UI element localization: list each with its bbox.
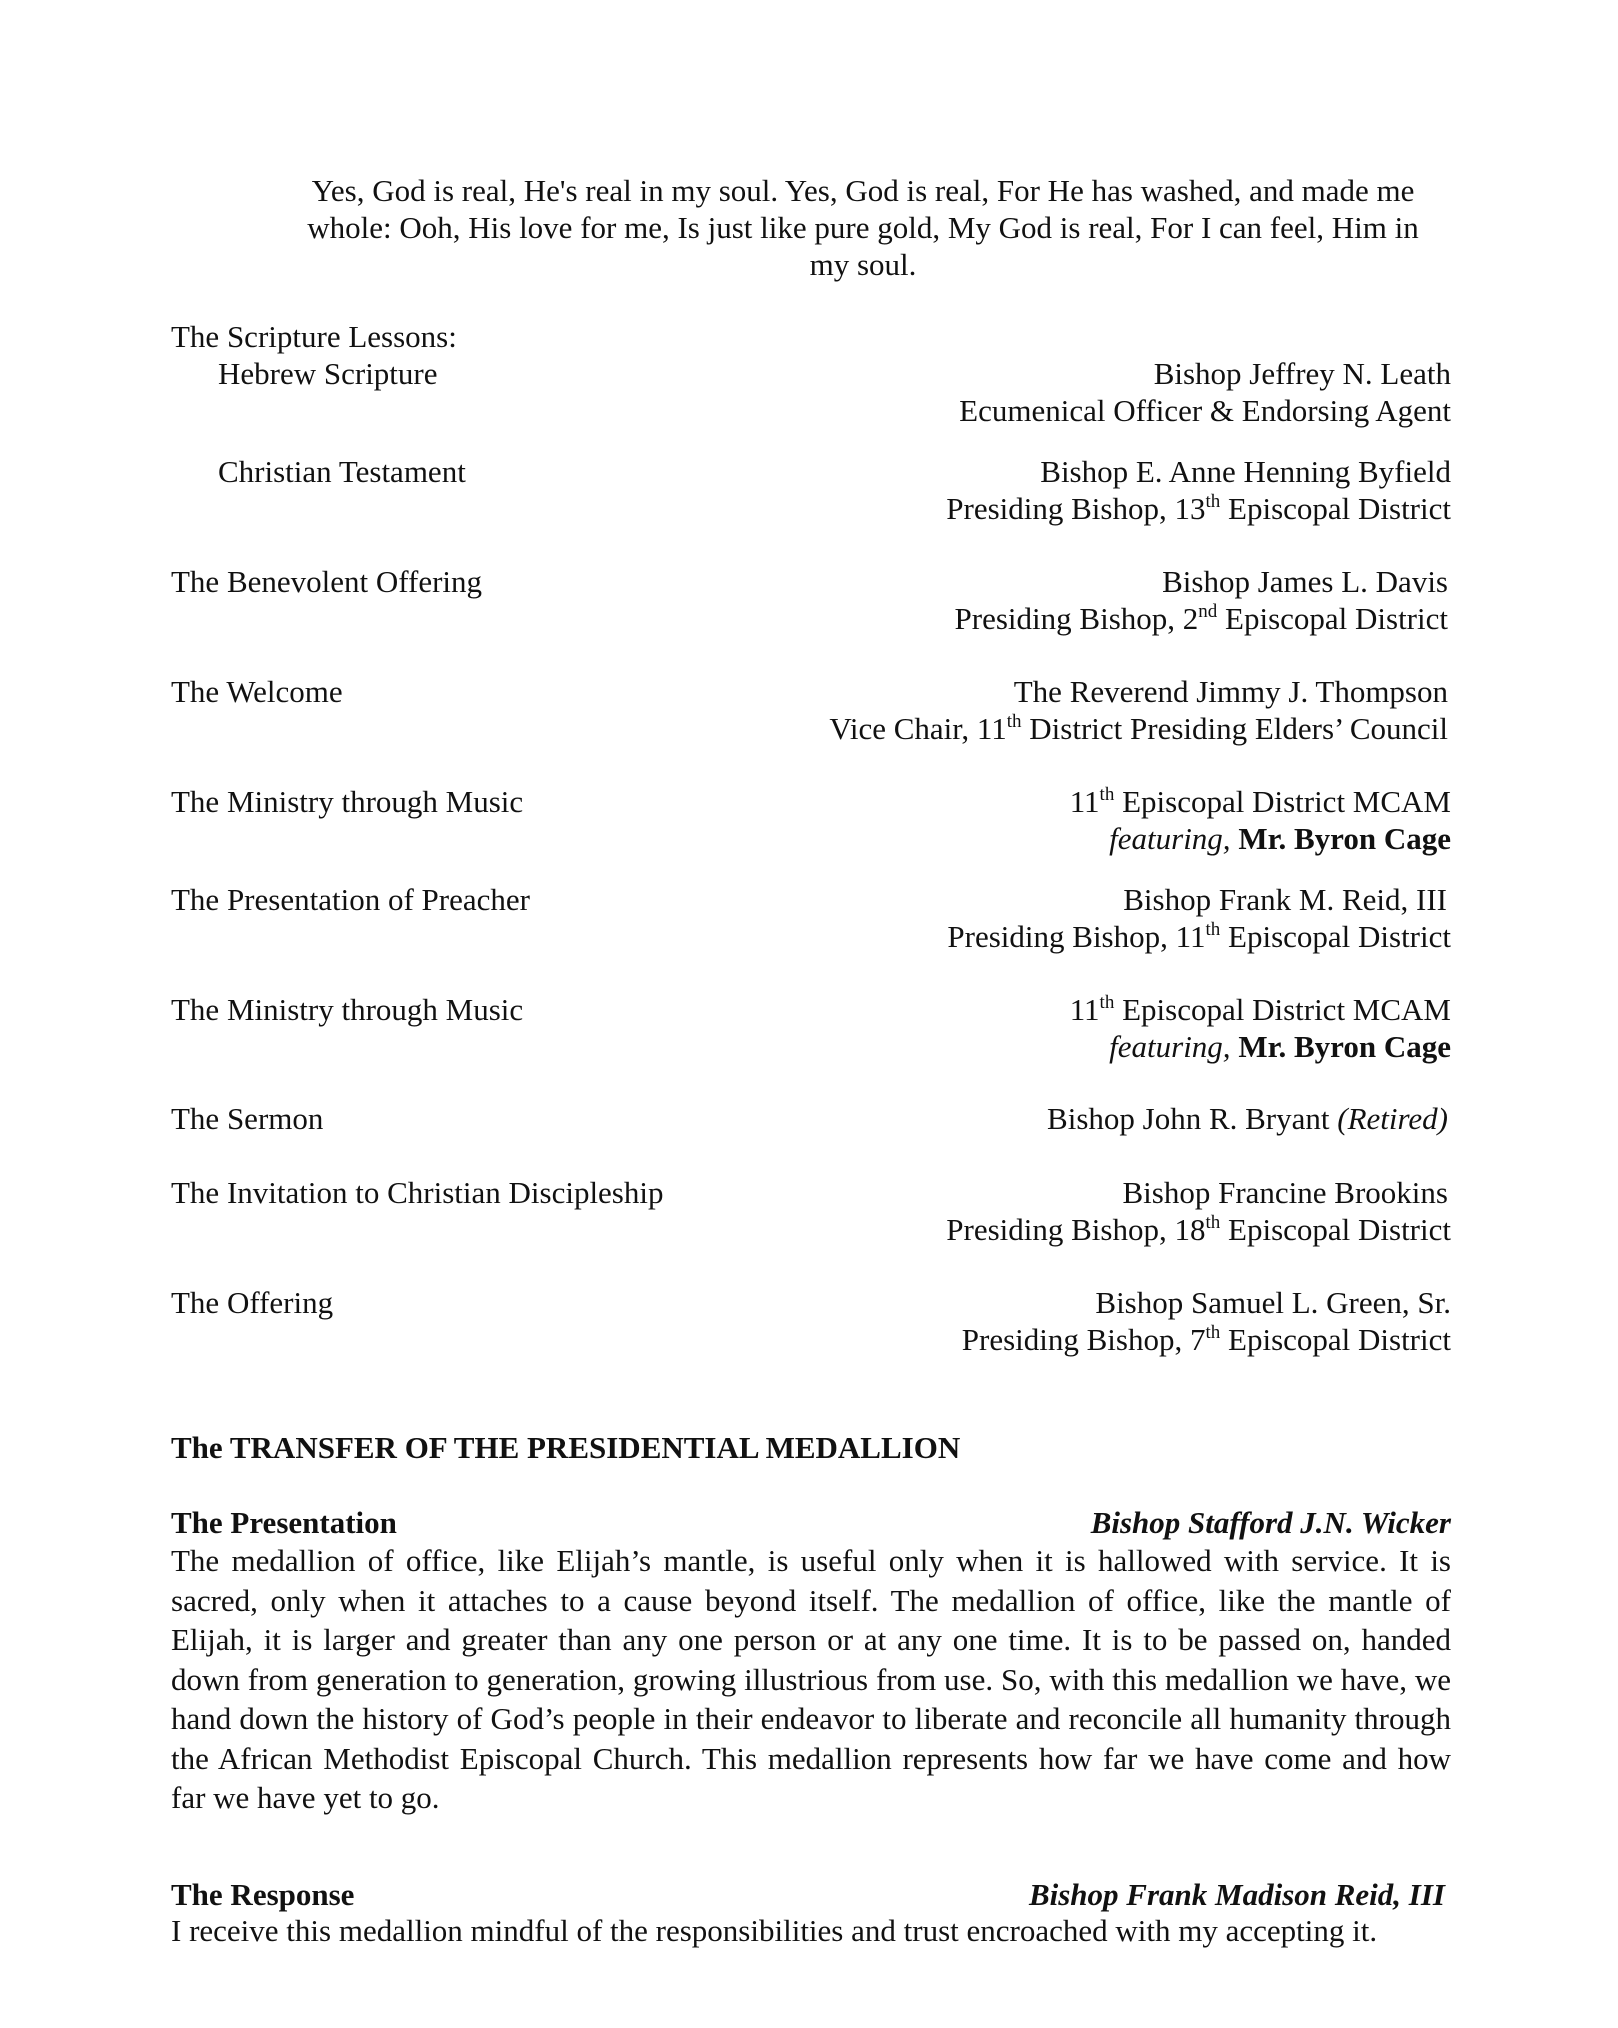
program-item-label: The Presentation of Preacher <box>171 882 530 917</box>
participant-name: Bishop Francine Brookins <box>1122 1175 1448 1210</box>
response-label: The Response <box>171 1877 355 1912</box>
participant-title: Presiding Bishop, 18th Episcopal District <box>946 1212 1451 1247</box>
program-item-label: Christian Testament <box>218 454 466 489</box>
presentation-label: The Presentation <box>171 1505 397 1540</box>
retired-note: (Retired) <box>1337 1101 1448 1136</box>
hymn-lyrics <box>288 172 1438 283</box>
program-item-label: The Offering <box>171 1285 334 1320</box>
participant-name: Bishop John R. Bryant (Retired) <box>1047 1101 1448 1136</box>
program-participant <box>947 881 1451 955</box>
participant-featuring: featuring, Mr. Byron Cage <box>1109 1029 1451 1064</box>
hymn-line: Yes, God is real, He's real in my soul. Yes, God is real, For He has washed, and made me <box>311 173 1415 208</box>
program-participant <box>955 563 1448 637</box>
participant-name: 11th Episcopal District MCAM <box>1069 784 1451 819</box>
hymn-line: whole: Ooh, His love for me, Is just like pure gold, My God is real, For I can feel, Him in <box>307 210 1419 245</box>
participant-name: Bishop Jeffrey N. Leath <box>1153 356 1451 391</box>
program-participant <box>959 355 1451 429</box>
presentation-text: The medallion of office, like Elijah’s mantle, is useful only when it is hallowed with service. It is sacred, only when it attaches to a cause beyond itself. The medallion of office, like the mantle of Elijah, it is larger and greater than any one person or at any one time. It is to be passed on, handed down from generation to generation, growing illustrious from use. So, with this medallion we have, we hand down the history of God’s people in their endeavor to liberate and reconcile all humanity through the African Methodist Episcopal Church. This medallion represents how far we have come and how far we have yet to go. <box>171 1543 1451 1815</box>
participant-featuring: featuring, Mr. Byron Cage <box>1109 821 1451 856</box>
program-item-label: Hebrew Scripture <box>218 356 438 391</box>
participant-name: Bishop E. Anne Henning Byfield <box>1040 454 1451 489</box>
program-participant <box>1047 1100 1448 1137</box>
program-participant <box>946 1174 1451 1248</box>
participant-title: Presiding Bishop, 11th Episcopal District <box>947 919 1451 954</box>
participant-name: Bishop Samuel L. Green, Sr. <box>1095 1285 1451 1320</box>
program-participant <box>1070 783 1451 857</box>
hymn-line: my soul. <box>809 247 917 282</box>
response-text: I receive this medallion mindful of the responsibilities and trust encroached with my accepting it. <box>171 1913 1378 1948</box>
program-participant <box>946 453 1451 527</box>
presentation-heading <box>171 1504 1451 1541</box>
program-item-label: The Ministry through Music <box>171 784 524 819</box>
presentation-speaker: Bishop Stafford J.N. Wicker <box>1090 1505 1451 1540</box>
transfer-section-title: The TRANSFER OF THE PRESIDENTIAL MEDALLION <box>171 1430 961 1465</box>
participant-name: Bishop Frank M. Reid, III <box>1123 882 1447 917</box>
program-item-label: The Benevolent Offering <box>171 564 483 599</box>
program-participant <box>1070 991 1451 1065</box>
scripture-lessons-label: The Scripture Lessons: <box>171 319 457 354</box>
program-item-label: The Ministry through Music <box>171 992 524 1027</box>
response-heading <box>171 1876 1451 1913</box>
program-item-label: The Invitation to Christian Discipleship <box>171 1175 664 1210</box>
program-item-label: The Sermon <box>171 1101 324 1136</box>
participant-name: 11th Episcopal District MCAM <box>1069 992 1451 1027</box>
participant-title: Presiding Bishop, 7th Episcopal District <box>961 1322 1451 1357</box>
program-participant <box>829 673 1448 747</box>
participant-title: Presiding Bishop, 13th Episcopal District <box>946 491 1451 526</box>
participant-title: Presiding Bishop, 2nd Episcopal District <box>954 601 1448 636</box>
program-participant <box>962 1284 1451 1358</box>
participant-name: The Reverend Jimmy J. Thompson <box>1013 674 1448 709</box>
participant-title: Vice Chair, 11th District Presiding Elders’ Council <box>829 711 1448 746</box>
participant-title: Ecumenical Officer & Endorsing Agent <box>959 393 1451 428</box>
response-speaker: Bishop Frank Madison Reid, III <box>1028 1877 1445 1912</box>
program-item-label: The Welcome <box>171 674 343 709</box>
participant-name: Bishop James L. Davis <box>1162 564 1448 599</box>
